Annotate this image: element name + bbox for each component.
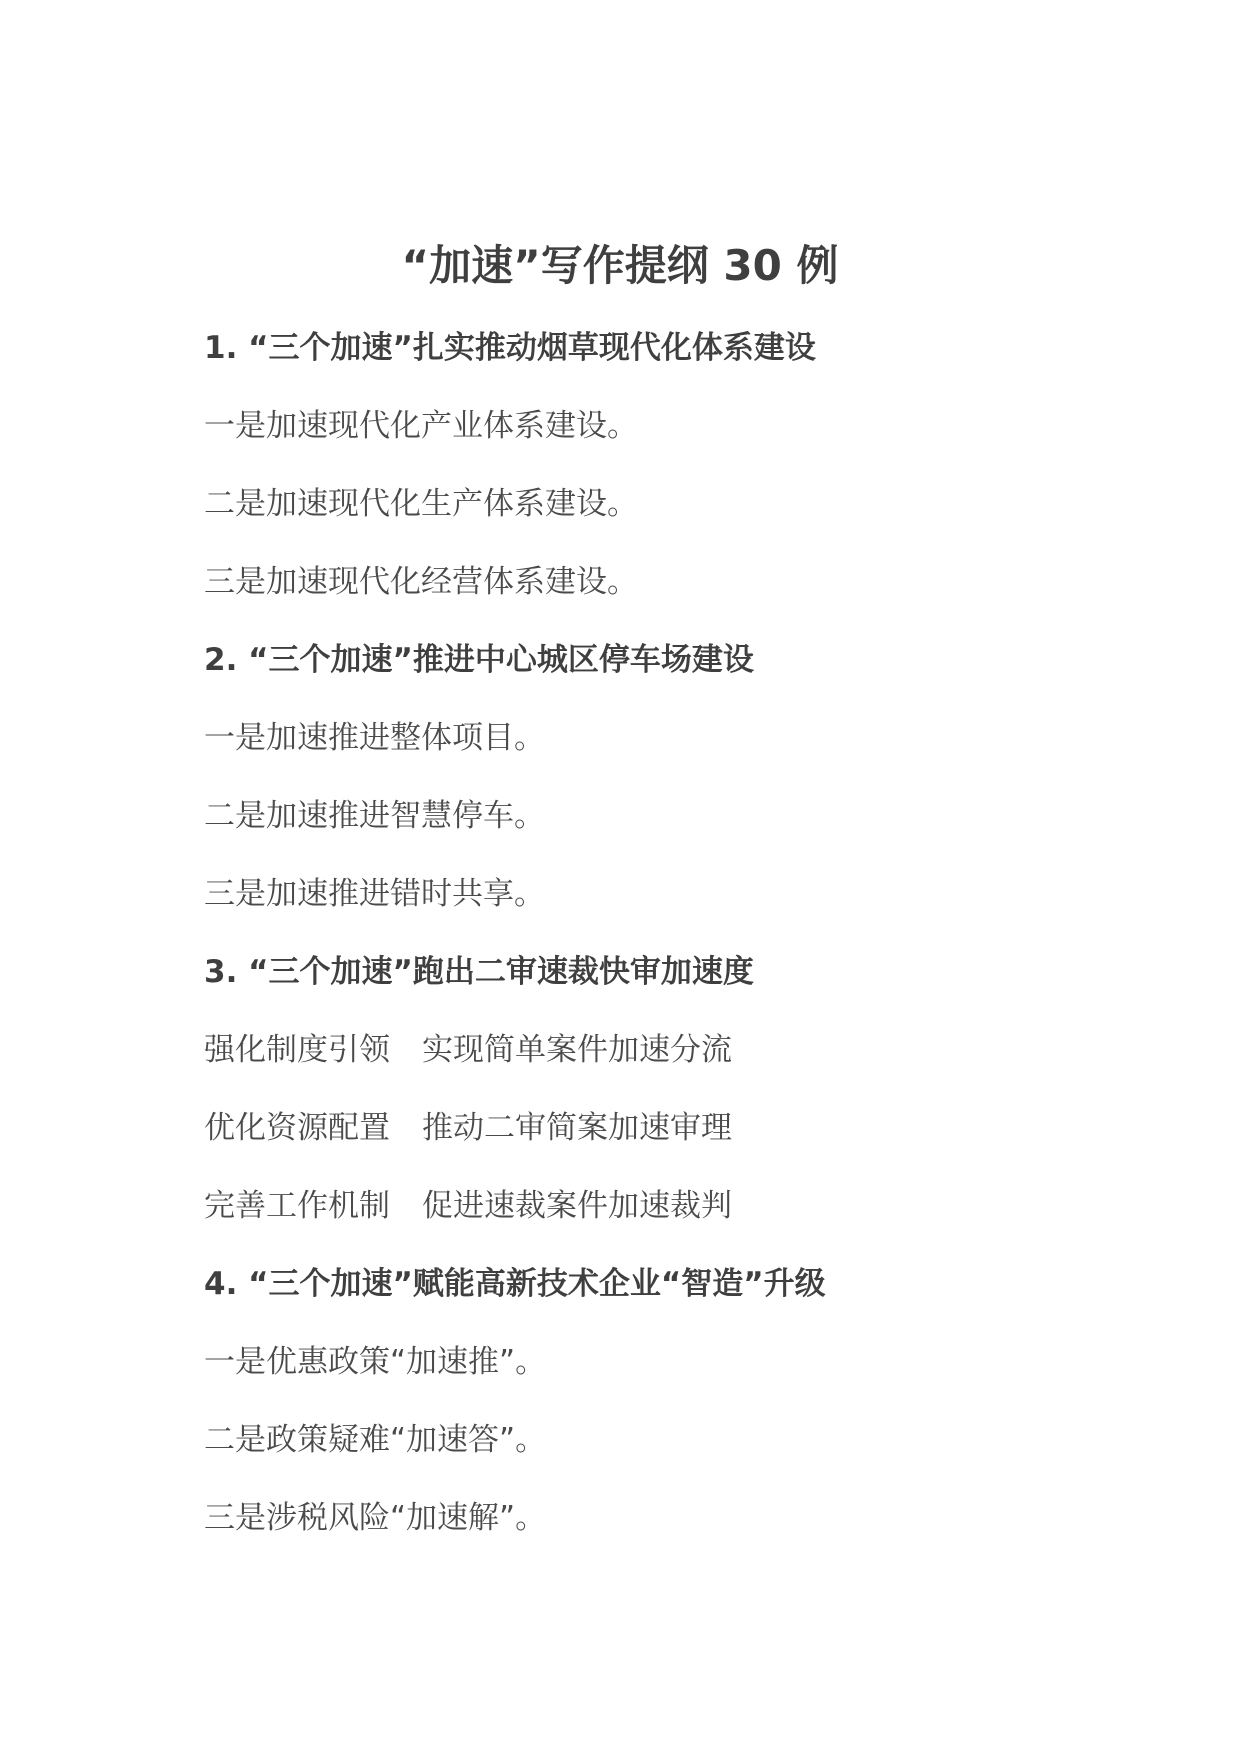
- section-3-item-1-left: 强化制度引领: [204, 1032, 390, 1068]
- section-3-item-3-left: 完善工作机制: [204, 1188, 390, 1224]
- section-heading-4: 4. “三个加速”赋能高新技术企业“智造”升级: [204, 1266, 826, 1302]
- section-4-item-2: 二是政策疑难“加速答”。: [204, 1422, 547, 1458]
- section-3-item-2-left: 优化资源配置: [204, 1110, 390, 1146]
- section-3-item-3: [204, 1176, 1104, 1254]
- section-1-item-3: 三是加速现代化经营体系建设。: [204, 564, 638, 600]
- section-4-item-1: 一是优惠政策“加速推”。: [204, 1344, 547, 1380]
- section-3-item-2-right: 推动二审简案加速审理: [422, 1110, 732, 1146]
- section-heading-3: 3. “三个加速”跑出二审速裁快审加速度: [204, 954, 754, 990]
- section-heading-1: 1. “三个加速”扎实推动烟草现代化体系建设: [204, 330, 816, 366]
- section-2-item-2: 二是加速推进智慧停车。: [204, 798, 545, 834]
- section-3-item-1: [204, 1020, 1104, 1098]
- document-body: [204, 318, 1104, 1566]
- document-title: “加速”写作提纲 30 例: [401, 241, 839, 290]
- section-3-item-3-right: 促进速裁案件加速裁判: [422, 1188, 732, 1224]
- section-2-item-1: 一是加速推进整体项目。: [204, 720, 545, 756]
- section-3-item-1-right: 实现简单案件加速分流: [422, 1032, 732, 1068]
- section-heading-2: 2. “三个加速”推进中心城区停车场建设: [204, 642, 754, 678]
- section-1-item-2: 二是加速现代化生产体系建设。: [204, 486, 638, 522]
- section-4-item-3: 三是涉税风险“加速解”。: [204, 1500, 547, 1536]
- section-1-item-1: 一是加速现代化产业体系建设。: [204, 408, 638, 444]
- section-3-item-2: [204, 1098, 1104, 1176]
- section-2-item-3: 三是加速推进错时共享。: [204, 876, 545, 912]
